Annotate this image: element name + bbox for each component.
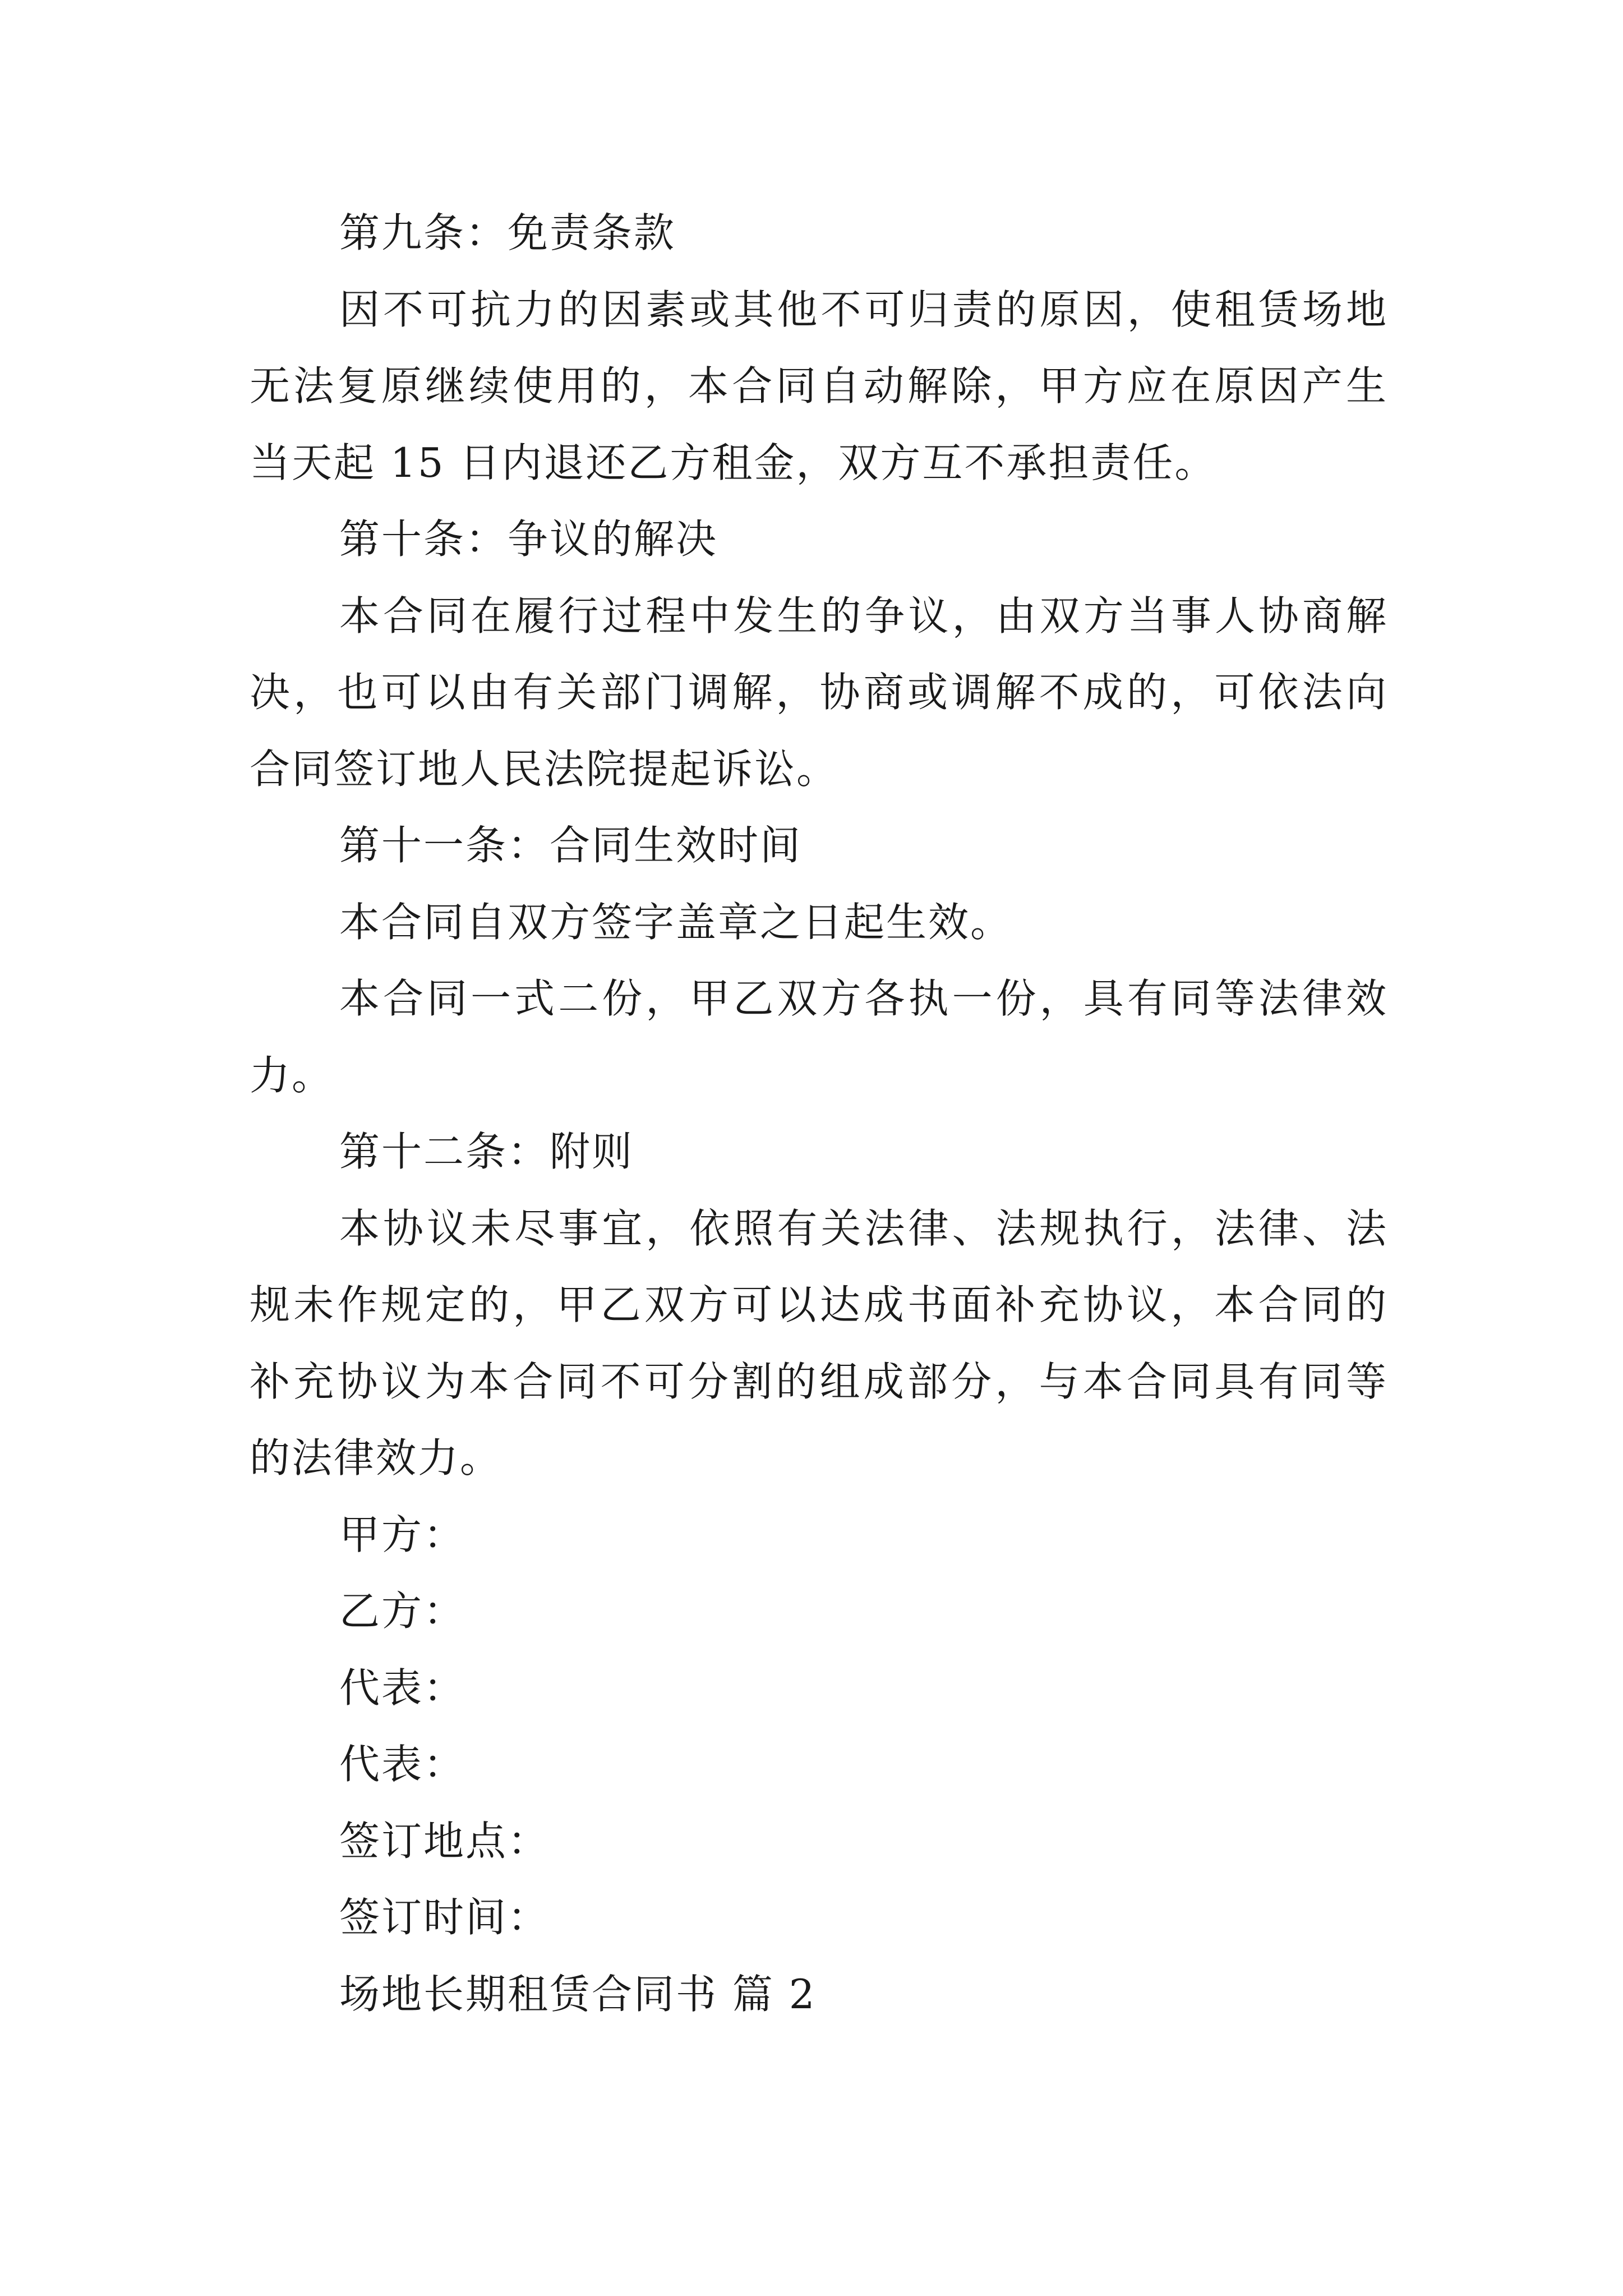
- representative-a-label: 代表：: [339, 1664, 466, 1711]
- article-10-text-line-2: 决，也可以由有关部门调解，协商或调解不成的，可依法向: [250, 669, 1388, 716]
- article-11-text-1: 本合同自双方签字盖章之日起生效。: [339, 899, 1013, 946]
- article-11-text-2-line-2: 力。: [250, 1052, 334, 1099]
- article-12-text-line-4: 的法律效力。: [250, 1434, 502, 1481]
- party-b-label: 乙方：: [339, 1588, 466, 1635]
- article-12-text-line-3: 补充协议为本合同不可分割的组成部分，与本合同具有同等: [250, 1358, 1388, 1405]
- article-9-text-line-2: 无法复原继续使用的，本合同自动解除，甲方应在原因产生: [250, 362, 1388, 409]
- article-10-heading: 第十条：争议的解决: [339, 516, 718, 563]
- representative-b-label: 代表：: [339, 1741, 466, 1788]
- next-contract-title: 场地长期租赁合同书 篇 2: [339, 1971, 817, 2018]
- article-9-text-line-3: 当天起 15 日内退还乙方租金，双方互不承担责任。: [250, 439, 1217, 486]
- article-10-text-line-3: 合同签订地人民法院提起诉讼。: [250, 746, 839, 793]
- signing-time-label: 签订时间：: [339, 1894, 550, 1941]
- signing-place-label: 签订地点：: [339, 1818, 550, 1865]
- article-11-text-2-line-1: 本合同一式二份，甲乙双方各执一份，具有同等法律效: [339, 975, 1388, 1022]
- article-10-text-line-1: 本合同在履行过程中发生的争议，由双方当事人协商解: [339, 592, 1388, 639]
- article-12-text-line-2: 规未作规定的，甲乙双方可以达成书面补充协议，本合同的: [250, 1281, 1388, 1328]
- article-12-heading: 第十二条：附则: [339, 1128, 634, 1175]
- party-a-label: 甲方：: [339, 1511, 466, 1558]
- article-9-heading: 第九条：免责条款: [339, 209, 676, 256]
- article-12-text-line-1: 本协议未尽事宜，依照有关法律、法规执行，法律、法: [339, 1205, 1388, 1252]
- article-9-text-line-1: 因不可抗力的因素或其他不可归责的原因，使租赁场地: [339, 286, 1388, 333]
- article-11-heading: 第十一条：合同生效时间: [339, 822, 803, 869]
